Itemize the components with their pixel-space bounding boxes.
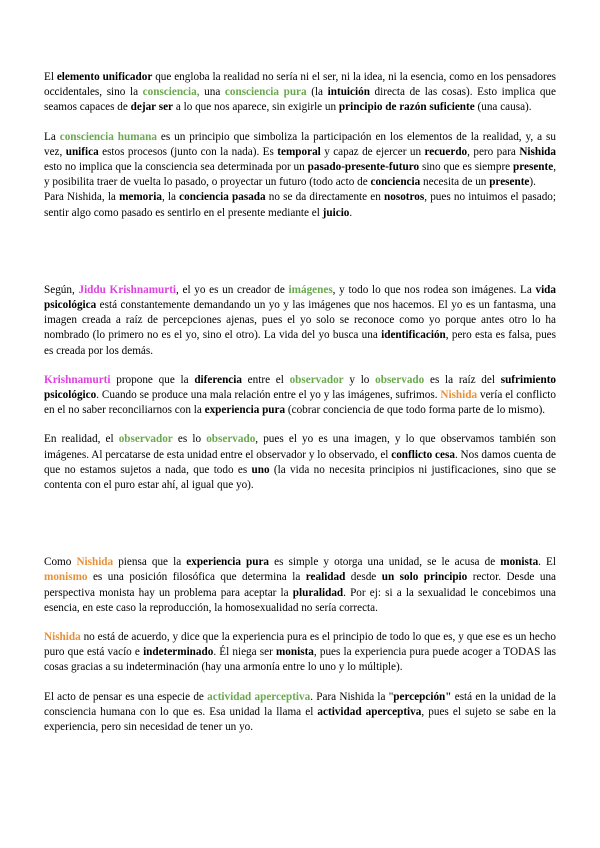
text-span: , pero esta es falsa, pues es creada por los demás. — [44, 329, 556, 357]
highlighted-term: Jiddu Krishnamurti — [78, 283, 177, 296]
text-span: ). — [529, 176, 536, 189]
highlighted-term: percepción" — [393, 690, 452, 703]
highlighted-term: indeterminado — [143, 646, 214, 659]
highlighted-term: unifica — [65, 145, 99, 158]
text-span: , pues el yo es una imagen, y lo que observamos también son imágenes. Al percatarse de esta unidad entre el observador y lo observado, el — [44, 433, 557, 461]
highlighted-term: recuerdo — [424, 145, 468, 158]
highlighted-term: pluralidad — [292, 586, 344, 599]
text-span: , pues no intuimos el pasado; sentir algo como pasado es sentirlo en el presente mediante el — [44, 191, 556, 219]
text-span: . Cuando se produce una mala relación entre el yo y las imágenes, sufrimos. — [96, 389, 441, 402]
text-span: es un principio que simboliza la participación en los elementos de la realidad, y, a su vez, — [44, 130, 556, 158]
highlighted-term: Nishida — [519, 145, 556, 158]
paragraph-unificador — [44, 70, 556, 116]
text-span: es la raíz del — [424, 373, 501, 386]
highlighted-term: observador — [289, 373, 344, 386]
text-span: . Para Nishida la " — [310, 690, 394, 703]
text-span: propone que la — [110, 373, 195, 386]
paragraph-krishnamurti-imagenes — [44, 283, 556, 359]
text-span: . Él niega ser — [213, 646, 276, 659]
text-span: , y todo lo que nos rodea son imágenes. La — [332, 283, 536, 296]
highlighted-term: temporal — [277, 145, 321, 158]
text-span: El acto de pensar es una especie de — [44, 690, 208, 703]
text-span: directa de las cosas). Esto implica que seamos capaces de — [44, 86, 556, 114]
text-span: . El — [538, 556, 556, 569]
highlighted-term: monista — [500, 556, 539, 569]
paragraph-consciencia-humana — [44, 130, 556, 191]
paragraph-memoria — [44, 190, 556, 220]
highlighted-term: memoria — [119, 191, 162, 204]
text-span: Según, — [44, 283, 79, 296]
highlighted-term: observado — [206, 433, 256, 446]
text-span: que engloba la realidad no sería ni el ser, ni la idea, ni la esencia, como en los pensadores occidentales, sino la — [44, 71, 557, 99]
highlighted-term: realidad — [305, 571, 346, 584]
text-span: desde — [345, 571, 382, 584]
highlighted-term: vida psicológica — [44, 283, 557, 312]
text-span: , el yo es un creador de — [176, 283, 289, 296]
highlighted-term: sufrimiento psicológico — [44, 373, 557, 402]
highlighted-term: presente — [513, 161, 554, 174]
text-span: es simple y otorga una unidad, se le acusa de — [269, 556, 501, 569]
text-span: Como — [44, 556, 77, 569]
paragraph-conflicto-cesa — [44, 432, 556, 493]
highlighted-term: experiencia pura — [186, 556, 270, 569]
highlighted-term: elemento unificador — [56, 71, 153, 83]
highlighted-term: uno — [251, 463, 270, 476]
highlighted-term: consciencia, — [142, 86, 200, 99]
text-span: , la — [161, 191, 180, 204]
highlighted-term: observado — [375, 373, 425, 386]
text-span: rector. Desde una perspectiva monista hay un problema para aceptar la — [44, 571, 557, 599]
highlighted-term: diferencia — [194, 373, 242, 386]
text-span: Para Nishida, la — [44, 191, 120, 204]
text-span: es lo — [172, 433, 207, 446]
highlighted-term: identificación — [381, 329, 446, 342]
text-span: sino que es siempre — [419, 161, 514, 174]
highlighted-term: actividad aperceptiva — [317, 705, 422, 718]
text-span: . Nos damos cuenta de que no estamos sujetos a nada, que todo es — [44, 448, 556, 476]
paragraph-observador-observado — [44, 373, 556, 419]
highlighted-term: monista — [275, 646, 314, 659]
text-span: La — [44, 130, 60, 143]
text-span: piensa que la — [113, 556, 187, 569]
paragraph-experiencia-pura — [44, 630, 556, 676]
highlighted-term: Nishida — [76, 556, 114, 569]
highlighted-term: intuición — [327, 86, 370, 99]
highlighted-term: consciencia pura — [224, 86, 307, 99]
text-span: una — [199, 86, 225, 99]
text-span: (una causa). — [474, 101, 532, 114]
text-span: entre el — [241, 373, 290, 386]
highlighted-term: actividad aperceptiva — [207, 690, 311, 703]
paragraph-actividad-aperceptiva — [44, 690, 556, 736]
text-span: es una posición filosófica que determina la — [87, 571, 306, 584]
highlighted-term: monismo — [44, 571, 88, 584]
text-span: , y posibilita traer de vuelta lo pasado, o proyectar un futuro (todo acto de — [44, 161, 556, 189]
highlighted-term: un solo principio — [381, 571, 468, 584]
text-span: está constantemente demandando un yo y las imágenes que nos hacemos. El yo es un fantasma, una imagen creada a raíz de percepciones ajenas, pues el yo solo se reconoce como yo porque antes otro lo ha nombrado (lo primero no es el yo, sino el otro). La vida del yo busca una — [44, 299, 556, 342]
text-span: necesita de un — [420, 176, 490, 189]
text-span: y lo — [343, 373, 376, 386]
text-span: esto no implica que la consciencia sea determinada por un — [44, 161, 308, 174]
highlighted-term: conflicto cesa — [391, 448, 455, 461]
highlighted-term: experiencia pura — [204, 404, 286, 417]
highlighted-term: Krishnamurti — [44, 373, 111, 386]
text-span: El — [44, 71, 57, 83]
text-span: . Por ej: si a la sexualidad le concebimos una esencia, en este caso la reproducción, la homosexualidad no sería correcta. — [44, 586, 556, 614]
highlighted-term: conciencia — [370, 176, 421, 189]
highlighted-term: observador — [118, 433, 173, 446]
text-span: y capaz de ejercer un — [320, 145, 425, 158]
highlighted-term: pasado-presente-futuro — [307, 161, 420, 174]
text-span: , pues el sujeto se sabe en la experiencia, pero sin necesidad de tener un yo. — [44, 705, 556, 734]
text-span: , pues la experiencia pura puede acoger a TODAS las cosas gracias a su indeterminación (hay una armonía entre lo uno y lo múltiple). — [44, 646, 556, 674]
highlighted-term: dejar ser — [130, 101, 174, 114]
text-span: En realidad, el — [44, 433, 119, 446]
highlighted-term: presente — [489, 176, 530, 189]
highlighted-term: Nishida — [44, 631, 81, 644]
text-span: está en la unidad de la consciencia humana con lo que es. Esa unidad la llama el — [44, 690, 556, 718]
text-span: , pero para — [467, 145, 520, 158]
highlighted-term: nosotros — [384, 191, 425, 204]
highlighted-term: consciencia humana — [59, 130, 157, 143]
text-span: (la vida no necesita principios ni justificaciones, sino que se contenta con el puro estar ahí, al igual que yo). — [44, 463, 557, 492]
text-span: (la — [306, 86, 328, 99]
text-span: no está de acuerdo, y dice que la experiencia pura es el principio de todo lo que es, y que ese es un hecho puro que está vacío e — [44, 631, 556, 659]
paragraph-monismo — [44, 555, 556, 616]
highlighted-term: juicio — [322, 206, 350, 219]
text-span: vería el conflicto en el no saber reconciliarnos con la — [44, 389, 556, 417]
text-span: . — [349, 206, 353, 219]
text-span: (cobrar conciencia de que todo forma parte de lo mismo). — [285, 404, 546, 417]
text-span: a lo que nos aparece, sin exigirle un — [173, 101, 339, 114]
highlighted-term: principio de razón suficiente — [338, 101, 475, 114]
text-span: no se da directamente en — [265, 191, 385, 204]
text-span: estos procesos (junto con la nada). Es — [98, 145, 278, 158]
highlighted-term: Nishida — [440, 389, 478, 402]
highlighted-term: conciencia pasada — [179, 191, 266, 204]
highlighted-term: imágenes — [288, 283, 333, 296]
